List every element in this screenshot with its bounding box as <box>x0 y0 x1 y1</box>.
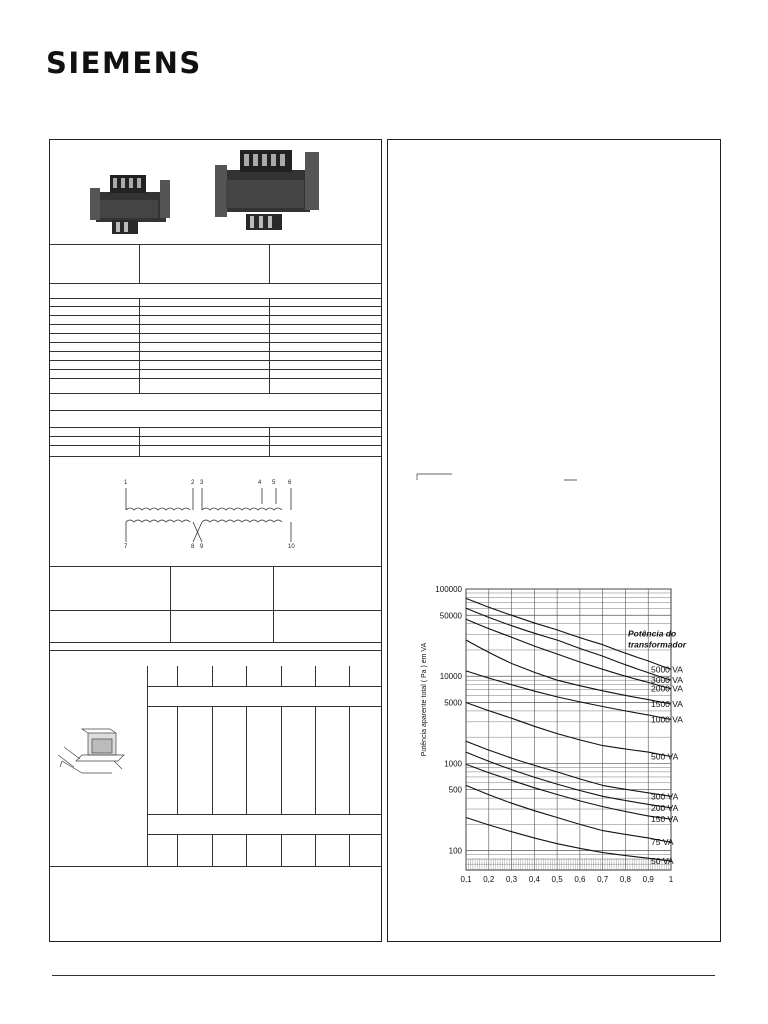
terminal-label: 5 <box>272 480 276 486</box>
series-label: 500 VA <box>651 751 679 762</box>
x-tick-label: 0,5 <box>551 875 563 884</box>
series-label: 150 VA <box>651 814 679 825</box>
series-line <box>466 752 671 808</box>
terminal-label: 4 <box>258 480 262 486</box>
large-transformer-photo <box>215 150 319 230</box>
series-label: 3000 VA <box>651 675 683 686</box>
x-tick-label: 0,2 <box>483 875 495 884</box>
series-label: 300 VA <box>651 791 679 802</box>
x-tick-label: 0,1 <box>460 875 472 884</box>
small-transformer-photo <box>90 175 170 234</box>
x-tick-label: 0,7 <box>597 875 609 884</box>
spec-panel <box>49 139 382 942</box>
terminal-label: 10 <box>288 544 295 550</box>
series-line <box>466 741 671 796</box>
dimension-drawing <box>52 725 142 795</box>
y-tick-label: 500 <box>448 785 462 795</box>
series-line <box>466 671 671 720</box>
legend-title: transformador <box>628 639 687 650</box>
x-tick-label: 0,6 <box>574 875 586 884</box>
y-axis-label: Potência aparente total ( Pa ) em VA <box>421 642 428 757</box>
series-label: 75 VA <box>651 837 674 848</box>
y-tick-label: 5000 <box>444 698 462 708</box>
y-tick-label: 100 <box>448 846 462 856</box>
terminal-label: 8 <box>191 544 195 550</box>
terminal-label: 9 <box>200 544 204 550</box>
x-tick-label: 1 <box>668 875 674 884</box>
series-label: 200 VA <box>651 802 679 813</box>
terminal-label: 6 <box>288 480 292 486</box>
series-label: 5000 VA <box>651 664 683 675</box>
small-formula-mark <box>414 470 614 486</box>
x-tick-label: 0,9 <box>642 875 654 884</box>
terminal-label: 1 <box>124 480 128 486</box>
wiring-diagram <box>50 460 383 570</box>
series-line <box>466 785 671 842</box>
x-tick-label: 0,4 <box>528 875 540 884</box>
series-label: 50 VA <box>651 856 674 867</box>
series-line <box>466 703 671 757</box>
product-photos <box>50 140 383 245</box>
series-label: 1500 VA <box>651 699 683 710</box>
terminal-label: 3 <box>200 480 204 486</box>
x-tick-label: 0,8 <box>619 875 632 884</box>
terminal-label: 7 <box>124 544 128 550</box>
y-tick-label: 1000 <box>444 759 462 769</box>
series-label: 2000 VA <box>651 683 683 694</box>
power-curves-chart <box>388 580 722 900</box>
terminal-label: 2 <box>191 480 195 486</box>
y-tick-label: 50000 <box>439 611 462 621</box>
y-tick-label: 100000 <box>435 585 462 594</box>
series-line <box>466 640 671 704</box>
legend-title: Potência do <box>628 628 677 639</box>
y-tick-label: 10000 <box>439 672 462 682</box>
series-label: 1000 VA <box>651 714 683 725</box>
footer-rule <box>52 975 715 976</box>
curves-panel <box>387 139 721 942</box>
x-tick-label: 0,3 <box>505 875 518 884</box>
siemens-logo: SIEMENS <box>46 46 202 80</box>
